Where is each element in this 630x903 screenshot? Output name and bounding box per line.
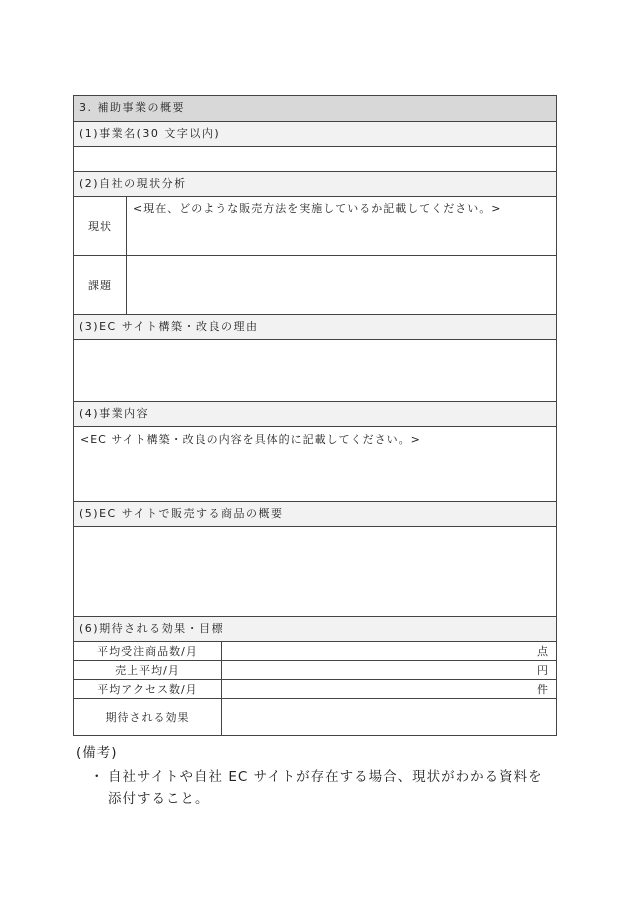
metric-label: 平均アクセス数/月	[74, 680, 222, 698]
section-title: 3. 補助事業の概要	[74, 96, 556, 121]
ec-reason-field[interactable]	[74, 339, 556, 401]
expected-effect-label: (6)期待される効果・目標	[74, 616, 556, 641]
expected-effect-row	[74, 698, 556, 735]
issue-field[interactable]	[127, 256, 556, 314]
remarks-item	[76, 766, 556, 810]
metric-row-sales	[74, 660, 556, 679]
business-name-field[interactable]	[74, 146, 556, 171]
metric-label: 売上平均/月	[74, 661, 222, 679]
product-overview-label: (5)EC サイトで販売する商品の概要	[74, 501, 556, 526]
business-name-label: (1)事業名(30 文字以内)	[74, 121, 556, 146]
metric-row-access	[74, 679, 556, 698]
issue-label: 課題	[74, 256, 127, 314]
expected-effect-row-label: 期待される効果	[74, 699, 222, 735]
remarks	[76, 742, 556, 810]
business-content-label: (4)事業内容	[74, 401, 556, 426]
metric-value-field[interactable]: 円	[537, 664, 548, 677]
ec-reason-label: (3)EC サイト構築・改良の理由	[74, 314, 556, 339]
overview-form	[73, 95, 557, 736]
metric-label: 平均受注商品数/月	[74, 642, 222, 660]
issue-row	[74, 255, 556, 314]
product-overview-field[interactable]	[74, 526, 556, 616]
metric-value-field[interactable]: 件	[537, 683, 548, 696]
metric-value-field[interactable]: 点	[537, 645, 548, 658]
bullet-marker: ・	[90, 769, 105, 785]
current-status-row	[74, 196, 556, 255]
metric-row-orders	[74, 641, 556, 660]
remarks-title: (備考)	[76, 745, 118, 761]
current-status-label: 現状	[74, 197, 127, 255]
current-status-field[interactable]: <現在、どのような販売方法を実施しているか記載してください。>	[133, 202, 502, 215]
situation-analysis-label: (2)自社の現状分析	[74, 171, 556, 196]
business-content-field[interactable]: <EC サイト構築・改良の内容を具体的に記載してください。>	[74, 426, 556, 501]
expected-effect-field[interactable]	[222, 699, 556, 735]
remarks-text: 自社サイトや自社 EC サイトが存在する場合、現状がわかる資料を添付すること。	[108, 769, 543, 807]
